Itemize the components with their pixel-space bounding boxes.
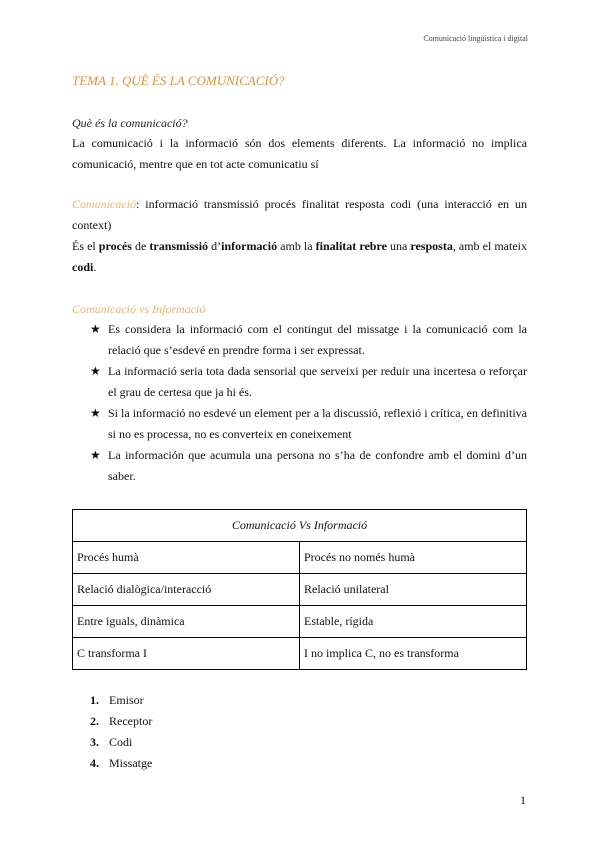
page-number: 1 [520, 793, 526, 807]
comparison-heading: Comunicació vs Informació [72, 302, 206, 316]
section-title: TEMA 1. QUÈ ÉS LA COMUNICACIÓ? [72, 73, 285, 88]
comparison-bullet-list [90, 319, 527, 487]
list-number: 4. [90, 756, 99, 770]
list-item [90, 690, 152, 711]
list-number: 3. [90, 735, 99, 749]
bullet-item [90, 445, 527, 487]
table-row [73, 574, 527, 606]
table-cell: C transforma I [73, 638, 300, 670]
table-cell: Estable, rígida [300, 606, 527, 638]
table-cell: I no implica C, no es transforma [300, 638, 527, 670]
list-number: 2. [90, 714, 99, 728]
subsection-title: Què és la comunicació? [72, 116, 188, 130]
bold-keyword: informació [221, 239, 278, 253]
list-label: Missatge [109, 756, 153, 770]
list-label: Receptor [109, 714, 153, 728]
definition-term: Comunicació [72, 197, 136, 211]
bullet-item [90, 319, 527, 361]
text-run: . [93, 260, 97, 274]
list-item [90, 753, 152, 774]
text-run: amb la [277, 239, 316, 253]
star-icon: ★ [90, 364, 101, 378]
table-cell: Entre iguals, dinàmica [73, 606, 300, 638]
table-cell: Relació unilateral [300, 574, 527, 606]
table-cell: Relació dialògica/interacció [73, 574, 300, 606]
bold-keyword: transmissió [149, 239, 209, 253]
comparison-table [72, 509, 527, 670]
bullet-text: La informació seria tota dada sensorial que serveixi per reduir una incertesa o reforçar el grau de certesa que ja hi és. [108, 364, 527, 399]
bold-keyword: finalitat rebre [315, 239, 387, 253]
list-item [90, 711, 152, 732]
definition-paragraph [72, 194, 527, 236]
definition-sentence [72, 236, 527, 278]
list-number: 1. [90, 693, 99, 707]
bullet-text: La información que acumula una persona no s’ha de confondre amb el domini d’un saber. [108, 448, 527, 483]
table-row [73, 542, 527, 574]
bullet-item [90, 403, 527, 445]
bold-keyword: resposta [410, 239, 453, 253]
text-run: una [386, 239, 411, 253]
bullet-text: Si la informació no esdevé un element per a la discussió, reflexió i crítica, en definitiva si no es processa, no es converteix en coneixement [108, 406, 527, 441]
star-icon: ★ [90, 448, 101, 462]
list-label: Emisor [109, 693, 144, 707]
text-run: d’ [208, 239, 222, 253]
running-header: Comunicació lingüística i digital [423, 34, 528, 43]
intro-paragraph: La comunicació i la informació són dos elements diferents. La informació no implica comunicació, mentre que en tot acte comunicatiu sí [72, 136, 527, 171]
bold-keyword: codi [72, 260, 94, 274]
table-row [73, 606, 527, 638]
table-header: Comunicació Vs Informació [73, 510, 527, 542]
text-run: , amb el mateix [452, 239, 527, 253]
star-icon: ★ [90, 406, 101, 420]
table-row [73, 638, 527, 670]
table-cell: Procés no només humà [300, 542, 527, 574]
list-item [90, 732, 152, 753]
definition-keywords: : informació transmissió procés finalitat resposta codi (una interacció en un context) [72, 197, 527, 232]
text-run: de [131, 239, 150, 253]
list-label: Codi [109, 735, 133, 749]
bold-keyword: procés [98, 239, 132, 253]
bullet-item [90, 361, 527, 403]
text-run: És el [72, 239, 99, 253]
table-cell: Procés humà [73, 542, 300, 574]
table-header-row [73, 510, 527, 542]
elements-list [90, 690, 152, 774]
star-icon: ★ [90, 322, 101, 336]
bullet-text: Es considera la informació com el contingut del missatge i la comunicació com la relació que s’esdevé en prendre forma i ser expressat. [108, 322, 527, 357]
